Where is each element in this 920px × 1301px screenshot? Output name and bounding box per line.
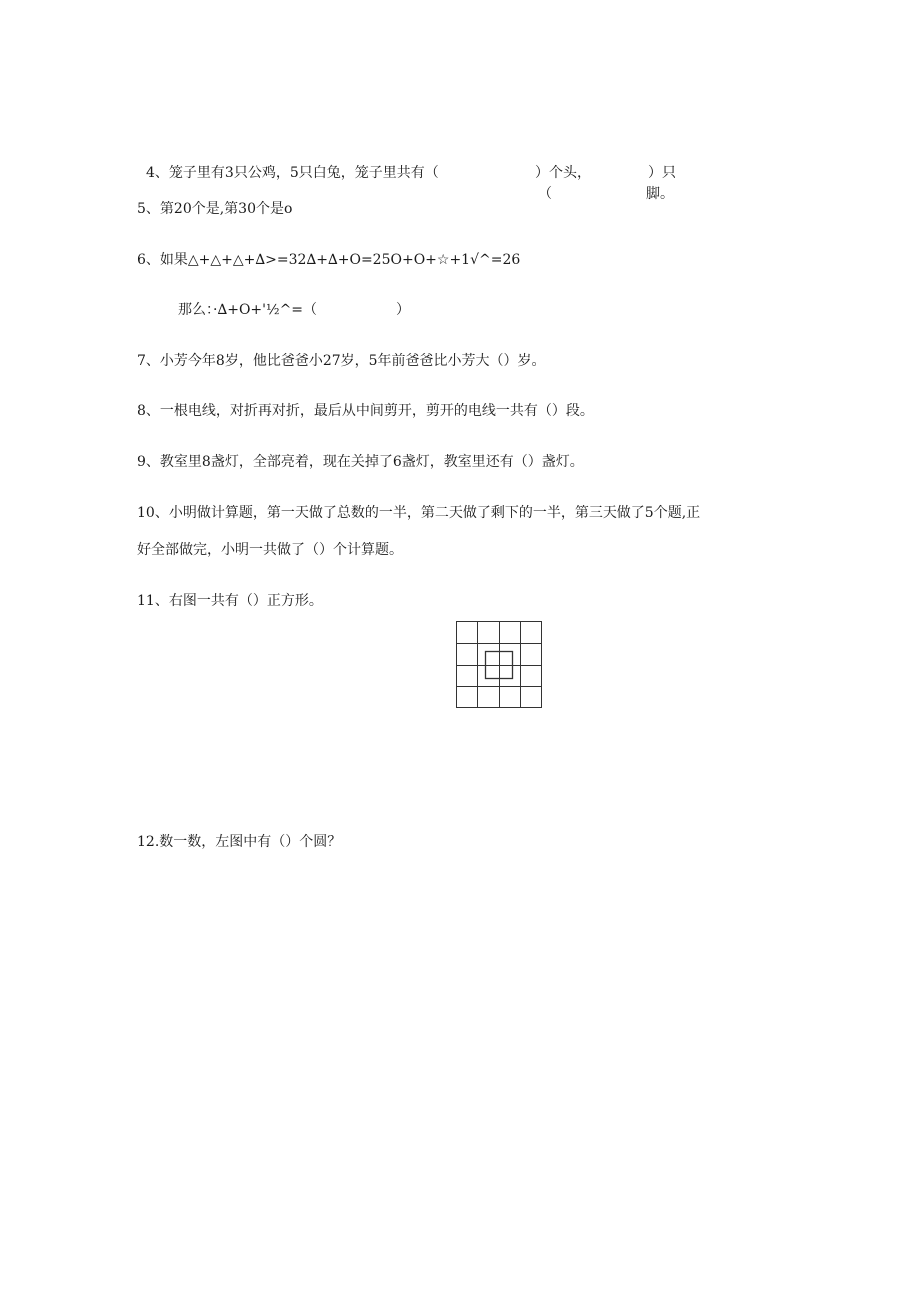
q8-text: 8、一根电线，对折再对折，最后从中间剪开，剪开的电线一共有（）段。 — [137, 403, 594, 419]
q9-text: 9、教室里8盏灯，全部亮着，现在关掉了6盏灯，教室里还有（）盏灯。 — [137, 454, 584, 470]
q4-text-heads: ）个头， — [535, 165, 591, 181]
q6-line1: 6、如果△+△+△+∆>=32∆+∆+O=25O+O+☆+1√^=26 — [137, 252, 521, 268]
q10-line2: 好全部做完，小明一共做了（）个计算题。 — [137, 542, 403, 558]
q6-line2-end: ） — [396, 302, 410, 318]
q6-line2-start: 那么：·∆+O+'½^=（ — [178, 302, 318, 318]
q7-text: 7、小芳今年8岁，他比爸爸小27岁，5年前爸爸比小芳大（）岁。 — [137, 353, 546, 369]
q4-paren-open: （ — [538, 186, 552, 202]
q10-line1: 10、小明做计算题，第一天做了总数的一半，第二天做了剩下的一半，第三天做了5个题,正 — [137, 505, 701, 521]
q5-text: 5、第20个是,第30个是o — [137, 201, 293, 217]
q12-text: 12.数一数，左图中有（）个圆？ — [137, 834, 342, 850]
q4-text-feet: 脚。 — [646, 186, 674, 202]
q11-text: 11、右图一共有（）正方形。 — [137, 593, 323, 609]
q4-text-count-unit: ）只 — [648, 165, 676, 181]
square-grid-figure — [456, 621, 544, 709]
q4-text-start: 4、笼子里有3只公鸡，5只白兔，笼子里共有（ — [146, 165, 439, 181]
